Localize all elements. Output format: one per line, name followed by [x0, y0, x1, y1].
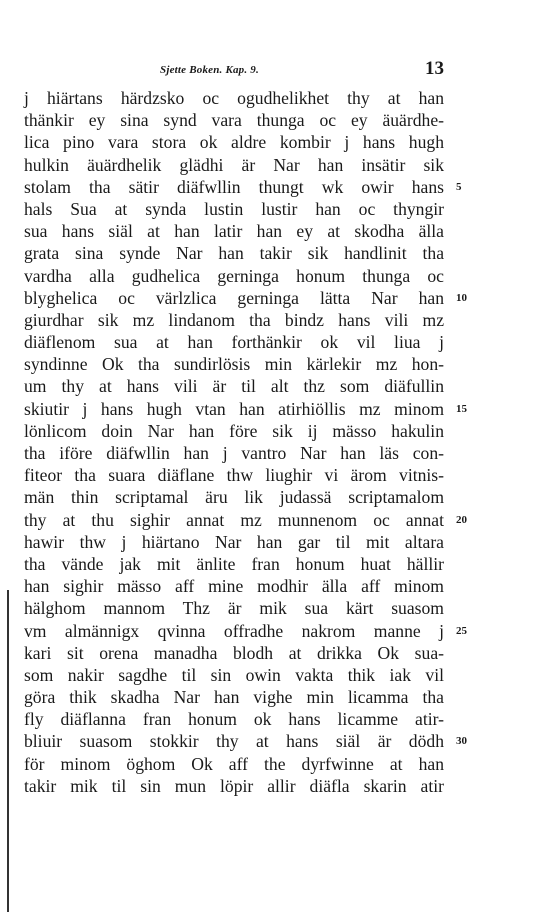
line-text: hälghom mannom Thz är mik sua kärt suasom: [24, 598, 444, 619]
line-text: vm almännigx qvinna offradhe nakrom manne j: [24, 620, 444, 641]
text-line: [24, 597, 444, 619]
text-line: [24, 87, 444, 109]
running-title: Sjette Boken. Kap. 9.: [160, 64, 259, 76]
line-number: 30: [456, 735, 467, 748]
text-line: [24, 131, 444, 153]
line-number: 20: [456, 513, 467, 526]
line-number: 5: [456, 180, 462, 193]
text-line: [24, 620, 467, 642]
line-text: thy at thu sighir annat mz munnenom oc annat: [24, 509, 444, 530]
line-text: thänkir ey sina synd vara thunga oc ey äuärdhe-: [24, 110, 444, 131]
page-number: 13: [425, 58, 444, 79]
line-text: hawir thw j hiärtano Nar han gar til mit altara: [24, 531, 444, 552]
text-line: [24, 375, 444, 397]
text-line: [24, 242, 444, 264]
text-line: [24, 420, 444, 442]
text-line: [24, 265, 444, 287]
line-text: stolam tha sätir diäfwllin thungt wk owir hans: [24, 176, 444, 197]
line-text: grata sina synde Nar han takir sik handlinit tha: [24, 243, 444, 264]
line-text: fiteor tha suara diäflane thw liughir vi ärom vitnis-: [24, 465, 444, 486]
text-line: [24, 353, 444, 375]
text-line: [24, 287, 467, 309]
line-text: han sighir mässo aff mine modhir älla aff minom: [24, 576, 444, 597]
text-line: [24, 531, 444, 553]
text-line: [24, 642, 444, 664]
text-line: [24, 753, 444, 775]
line-text: skiutir j hans hugh vtan han atirhiöllis mz minom: [24, 398, 444, 419]
line-text: lönlicom doin Nar han före sik ij mässo hakulin: [24, 420, 444, 441]
line-text: bliuir suasom stokkir thy at hans siäl är dödh: [24, 731, 444, 752]
line-text: fly diäflanna fran honum ok hans licamme atir-: [24, 709, 444, 730]
text-line: [24, 331, 444, 353]
line-text: tha vände jak mit änlite fran honum huat hällir: [24, 553, 444, 574]
line-number: 25: [456, 624, 467, 637]
margin-rule: [7, 590, 9, 912]
text-line: [24, 775, 444, 797]
text-line: [24, 176, 462, 198]
text-line: [24, 730, 467, 752]
line-text: hals Sua at synda lustin lustir han oc thyngir: [24, 198, 444, 219]
text-line: [24, 442, 444, 464]
line-text: som nakir sagdhe til sin owin vakta thik iak vil: [24, 664, 444, 685]
line-text: för minom öghom Ok aff the dyrfwinne at han: [24, 753, 444, 774]
line-text: blyghelica oc värlzlica gerninga lätta Nar han: [24, 287, 444, 308]
text-line: [24, 398, 467, 420]
text-line: [24, 708, 444, 730]
line-text: sua hans siäl at han latir han ey at skodha älla: [24, 221, 444, 242]
line-text: takir mik til sin mun löpir allir diäfla skarin atir: [24, 775, 444, 796]
text-line: [24, 486, 444, 508]
line-number: 10: [456, 291, 467, 304]
text-line: [24, 464, 444, 486]
text-line: [24, 198, 444, 220]
text-line: [24, 553, 444, 575]
text-line: [24, 109, 444, 131]
line-text: j hiärtans härdzsko oc ogudhelikhet thy at han: [24, 88, 444, 108]
line-text: vardha alla gudhelica gerninga honum thunga oc: [24, 265, 444, 286]
line-text: män thin scriptamal äru lik judassä scriptamalom: [24, 487, 444, 508]
line-text: giurdhar sik mz lindanom tha bindz hans vili mz: [24, 309, 444, 330]
line-text: kari sit orena manadha blodh at drikka Ok sua-: [24, 642, 444, 663]
line-text: tha iföre diäfwllin han j vantro Nar han läs con-: [24, 443, 444, 463]
text-line: [24, 154, 444, 176]
text-line: [24, 220, 444, 242]
line-number: 15: [456, 402, 467, 415]
line-text: diäflenom sua at han forthänkir ok vil liua j: [24, 332, 444, 353]
line-text: syndinne Ok tha sundirlösis min kärlekir mz hon-: [24, 354, 444, 375]
text-line: [24, 664, 444, 686]
line-text: göra thik skadha Nar han vighe min licamma tha: [24, 687, 444, 708]
text-line: [24, 509, 467, 531]
text-line: [24, 575, 444, 597]
line-text: lica pino vara stora ok aldre kombir j hans hugh: [24, 132, 444, 153]
text-line: [24, 686, 444, 708]
text-body: [24, 87, 467, 797]
text-line: [24, 309, 444, 331]
line-text: um thy at hans vili är til alt thz som diäfullin: [24, 376, 444, 397]
line-text: hulkin äuärdhelik glädhi är Nar han insätir sik: [24, 154, 444, 175]
